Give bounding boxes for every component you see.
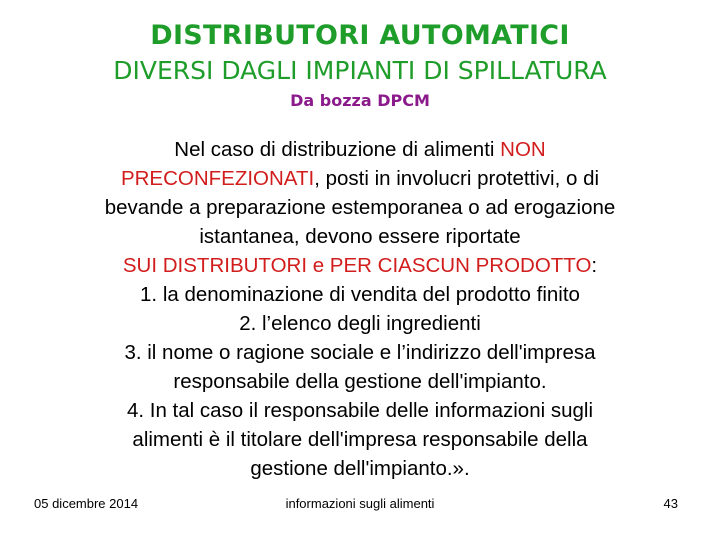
body-text-segment: , posti in involucri protettivi, o di (314, 167, 600, 190)
highlight-text: SUI DISTRIBUTORI e PER CIASCUN PRODOTTO (122, 254, 592, 277)
highlight-text: PRECONFEZIONATI (120, 167, 315, 190)
body-line-4: istantanea, devono essere riportate (199, 225, 521, 248)
list-item-4: 4. In tal caso il responsabile delle informazioni sugli (126, 399, 594, 422)
body-line-5 (30, 251, 690, 280)
list-item-4-end: gestione dell'impianto.». (250, 457, 470, 480)
body-line-2 (30, 164, 690, 193)
list-item-3: 3. il nome o ragione sociale e l’indirizzo dell'impresa (124, 341, 596, 364)
footer-center-text: informazioni sugli alimenti (285, 496, 435, 511)
list-item-1: 1. la denominazione di vendita del prodotto finito (140, 283, 580, 306)
body-text-segment: : (591, 254, 598, 277)
body-line-1 (30, 135, 690, 164)
list-item-4-cont: alimenti è il titolare dell'impresa responsabile della (132, 428, 588, 451)
list-item-2: 2. l’elenco degli ingredienti (239, 312, 481, 335)
highlight-text: NON (500, 138, 546, 161)
footer-date: 05 dicembre 2014 (34, 496, 139, 511)
slide-title: DISTRIBUTORI AUTOMATICI (150, 20, 570, 51)
page-number: 43 (663, 496, 678, 511)
slide-subtitle: Da bozza DPCM (290, 91, 430, 110)
body-text (30, 135, 690, 483)
body-line-3: bevande a preparazione estemporanea o ad erogazione (104, 196, 616, 219)
slide-title-line2: DIVERSI DAGLI IMPIANTI DI SPILLATURA (113, 56, 607, 85)
list-item-3-cont: responsabile della gestione dell'impianto. (173, 370, 547, 393)
body-text-segment: Nel caso di distribuzione di alimenti (174, 138, 501, 161)
